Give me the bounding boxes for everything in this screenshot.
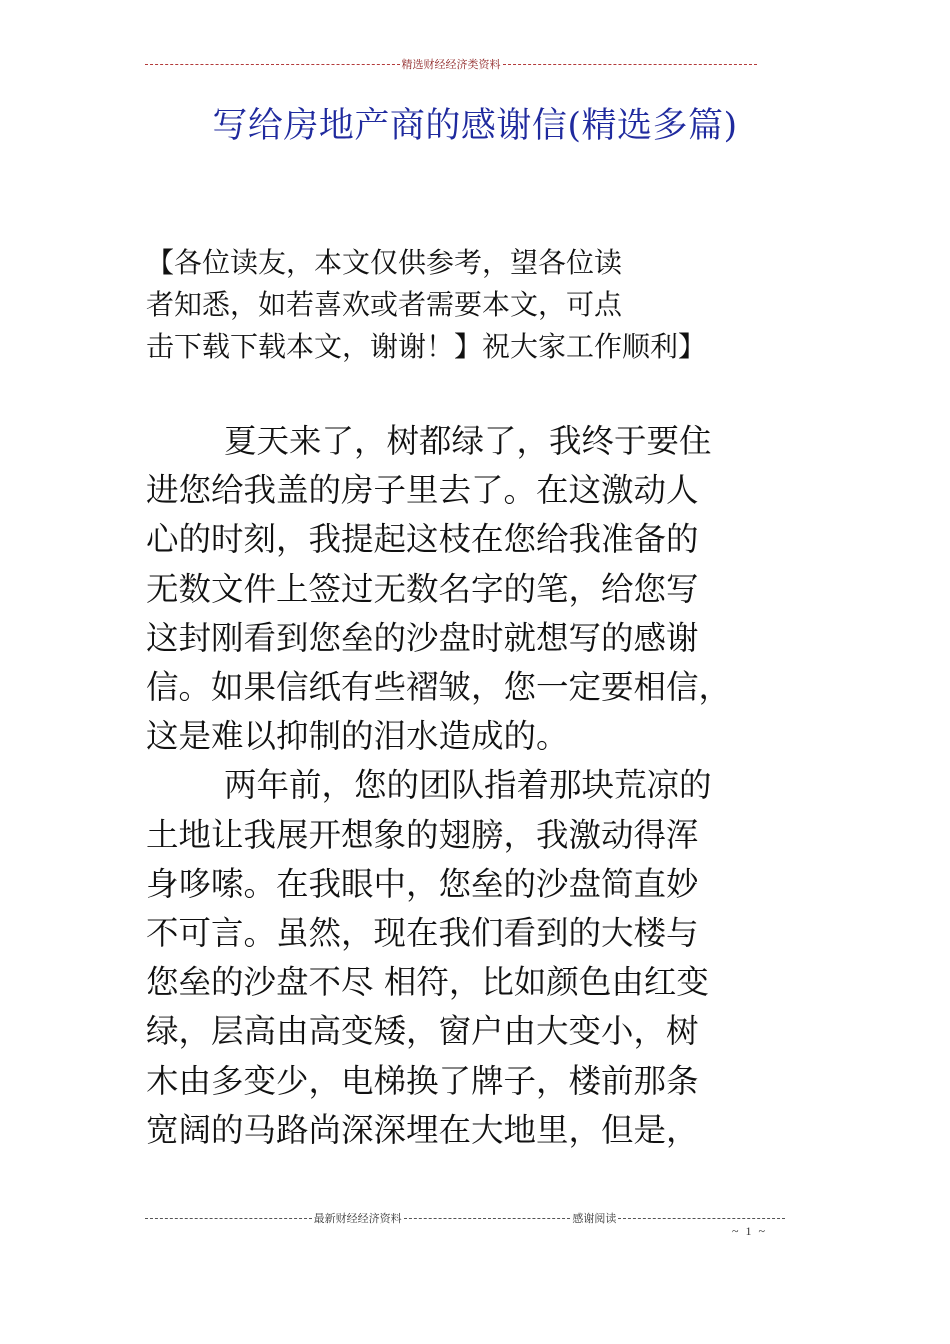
footer-divider-middle — [404, 1218, 571, 1219]
paragraph-line: 您垒的沙盘不尽 相符，比如颜色由红变 — [146, 963, 709, 1002]
footer-label-right: 感谢阅读 — [572, 1212, 617, 1225]
paragraph-line: 木由多变少，电梯换了牌子，楼前那条 — [146, 1061, 699, 1100]
paragraph-line: 身哆嗦。在我眼中，您垒的沙盘简直妙 — [146, 864, 699, 903]
document-title: 写给房地产商的感谢信(精选多篇) — [212, 106, 738, 146]
notice-line: 击下载下载本文，谢谢！】祝大家工作顺利】 — [146, 330, 707, 363]
letter-body — [146, 417, 806, 1155]
paragraph — [146, 761, 806, 1155]
paragraph-line: 这是难以抑制的泪水造成的。 — [146, 717, 569, 756]
reader-notice — [146, 242, 786, 368]
paragraph-line: 两年前，您的团队指着那块荒凉的 — [224, 766, 712, 805]
notice-line: 【各位读友，本文仅供参考，望各位读 — [146, 246, 623, 279]
paragraph-line: 进您给我盖的房子里去了。在这激动人 — [146, 471, 699, 510]
footer-label-left: 最新财经经济资料 — [313, 1212, 402, 1225]
paragraph-line: 信。如果信纸有些褶皱，您一定要相信， — [146, 668, 732, 707]
page-number: ~ 1 ~ — [732, 1224, 767, 1238]
footer-divider-right — [618, 1218, 785, 1219]
notice-line: 者知悉，如若喜欢或者需要本文，可点 — [146, 288, 623, 321]
paragraph-line: 不可言。虽然，现在我们看到的大楼与 — [146, 914, 699, 953]
paragraph-line: 宽阔的马路尚深深埋在大地里，但是， — [146, 1110, 699, 1149]
page-footer — [145, 1210, 785, 1226]
paragraph-line: 土地让我展开想象的翅膀，我激动得浑 — [146, 815, 699, 854]
paragraph-line: 这封刚看到您垒的沙盘时就想写的感谢 — [146, 618, 699, 657]
paragraph — [146, 417, 806, 761]
paragraph-line: 夏天来了，树都绿了，我终于要住 — [224, 422, 712, 460]
paragraph-line: 无数文件上签过无数名字的笔，给您写 — [146, 569, 699, 608]
page-header — [145, 56, 757, 72]
paragraph-line: 心的时刻，我提起这枝在您给我准备的 — [146, 520, 699, 559]
header-divider-right — [503, 64, 758, 65]
footer-divider-left — [145, 1218, 312, 1219]
header-divider-left — [145, 64, 400, 65]
paragraph-line: 绿，层高由高变矮，窗户由大变小，树 — [146, 1012, 699, 1051]
header-label: 精选财经经济类资料 — [401, 58, 501, 71]
